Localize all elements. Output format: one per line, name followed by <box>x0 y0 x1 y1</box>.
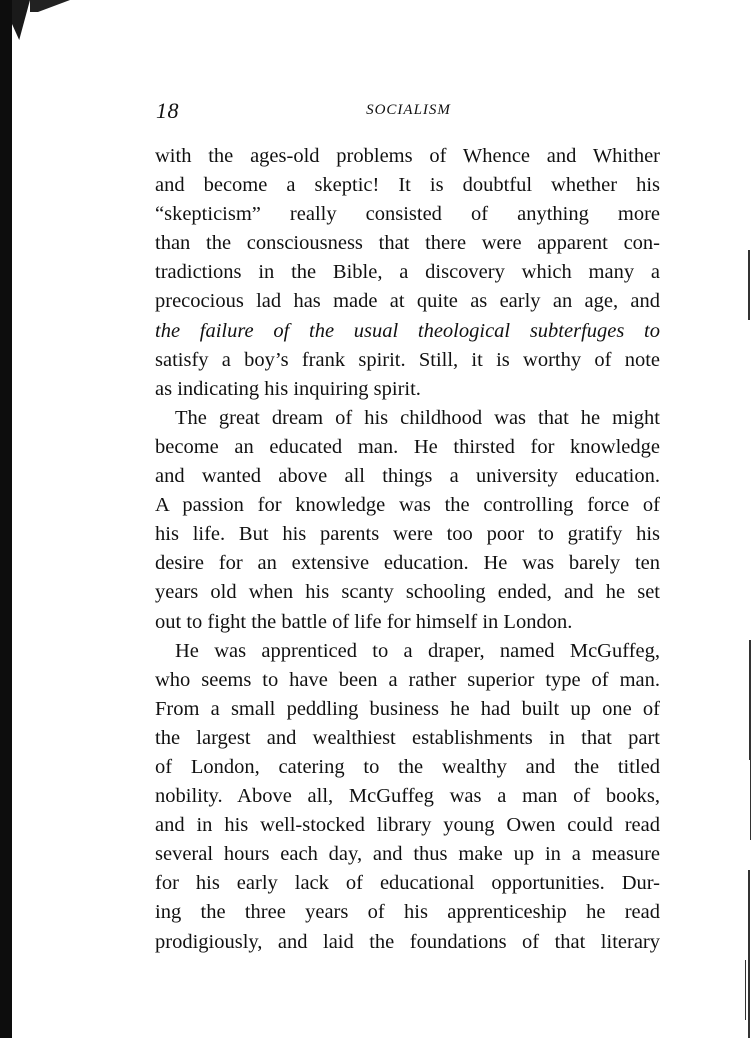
running-title: SOCIALISM <box>366 102 451 118</box>
text-line: of London, catering to the wealthy and the titled <box>155 755 660 778</box>
page-edge-right <box>742 0 755 1038</box>
text-line: and wanted above all things a university education. <box>155 465 660 488</box>
text-line: desire for an extensive education. He was barely ten <box>155 552 660 575</box>
text-line: satisfy a boy’s frank spirit. Still, it is worthy of note <box>155 348 660 371</box>
text-line: tradictions in the Bible, a discovery which many a <box>155 261 660 284</box>
text-line: He was apprenticed to a draper, named McGuffeg, <box>175 639 660 662</box>
text-line: than the consciousness that there were apparent con- <box>155 232 660 255</box>
text-line: become an educated man. He thirsted for knowledge <box>155 435 660 458</box>
text-line: his life. But his parents were too poor to gratify his <box>155 523 660 546</box>
text-line: for his early lack of educational opportunities. Dur- <box>155 872 660 895</box>
text-line: and become a skeptic! It is doubtful whether his <box>155 174 660 197</box>
binding-edge-mark <box>12 0 30 40</box>
text-line: and in his well-stocked library young Owen could read <box>155 814 660 837</box>
text-line: prodigiously, and laid the foundations of that literary <box>155 930 660 953</box>
binding-edge-mark <box>30 0 70 12</box>
text-line: The great dream of his childhood was that he might <box>175 406 660 429</box>
text-line: From a small peddling business he had built up one of <box>155 697 660 720</box>
text-line: ing the three years of his apprenticeship he read <box>155 901 660 924</box>
body-text <box>155 142 660 957</box>
running-head <box>156 98 661 122</box>
text-line: years old when his scanty schooling ended, and he set <box>155 581 660 604</box>
text-line: the failure of the usual theological subterfuges to <box>155 319 660 342</box>
text-line: who seems to have been a rather superior type of man. <box>155 668 660 691</box>
text-line: “skepticism” really consisted of anything more <box>155 203 660 226</box>
text-line: with the ages-old problems of Whence and Whither <box>155 145 660 167</box>
text-line: the largest and wealthiest establishments in that part <box>155 726 660 749</box>
text-line: precocious lad has made at quite as early an age, and <box>155 290 660 313</box>
page-number: 18 <box>156 98 179 123</box>
text-line: A passion for knowledge was the controlling force of <box>155 494 660 517</box>
text-line: out to fight the battle of life for himself in London. <box>155 610 573 633</box>
text-line: nobility. Above all, McGuffeg was a man of books, <box>155 785 660 808</box>
binding-edge-left <box>0 0 12 1038</box>
text-line: several hours each day, and thus make up in a measure <box>155 843 660 866</box>
text-line: as indicating his inquiring spirit. <box>155 377 421 400</box>
